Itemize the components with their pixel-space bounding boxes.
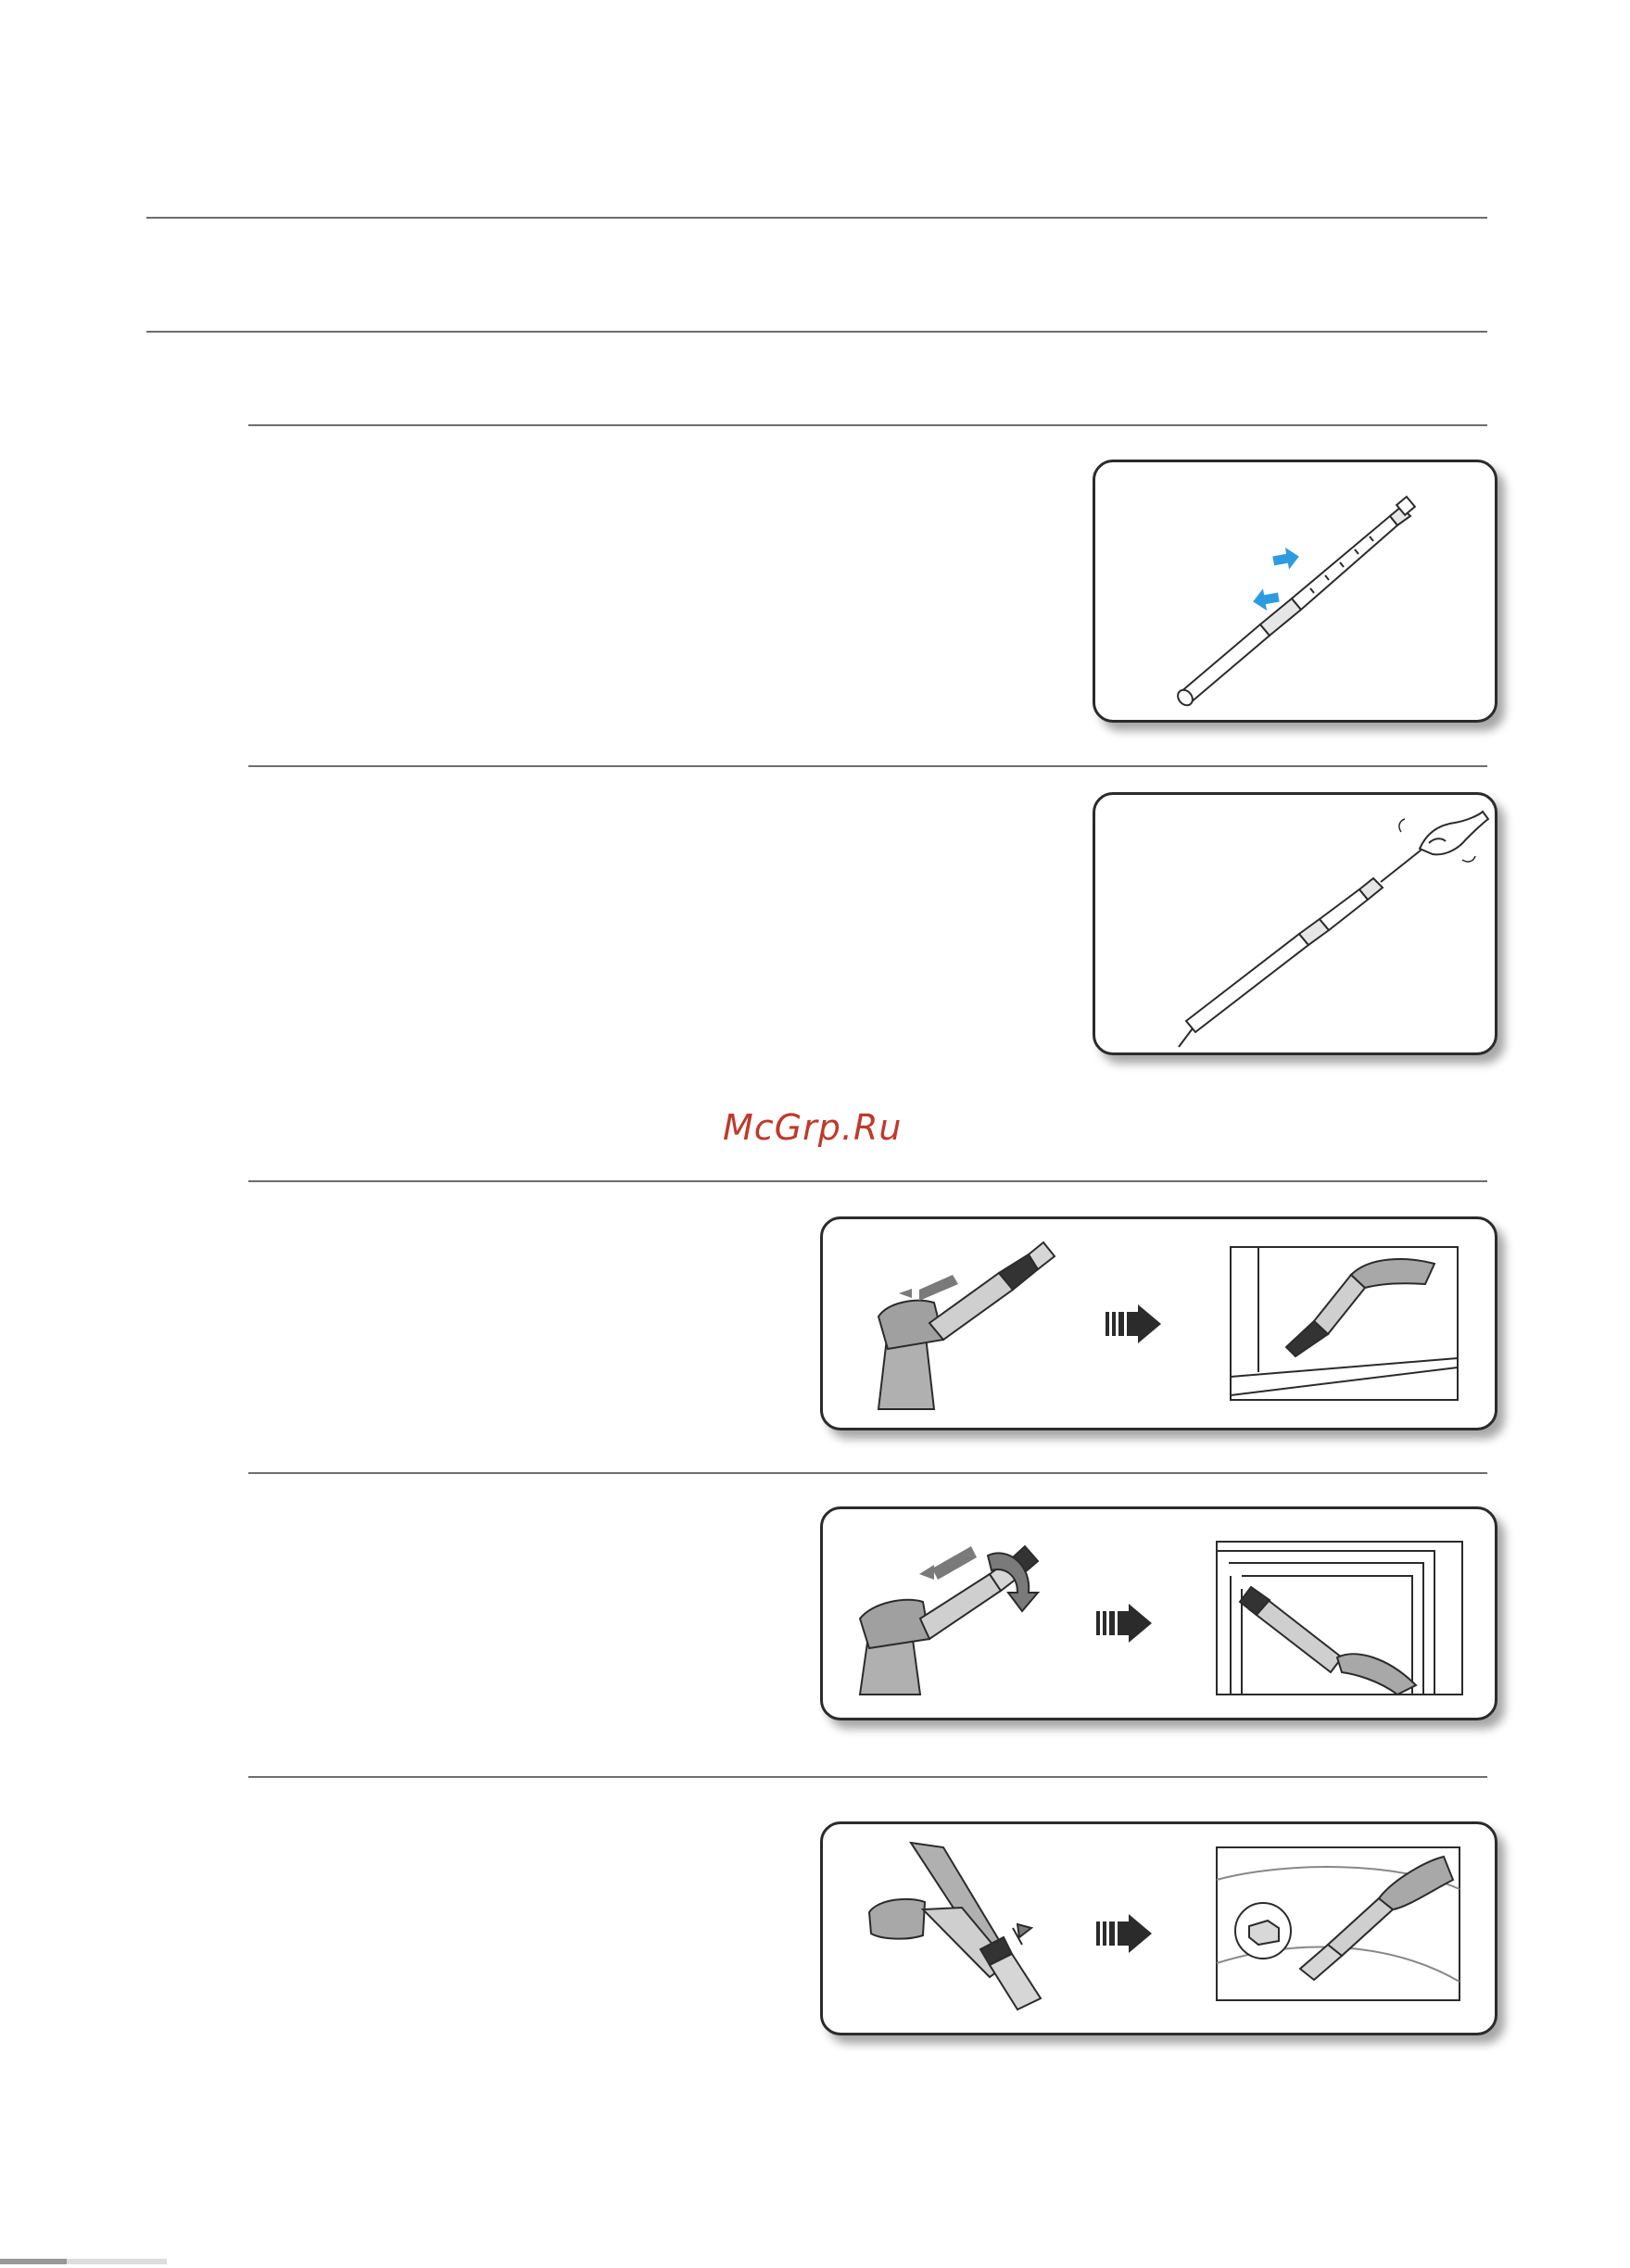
process-arrow-icon [1106,1304,1161,1343]
illustration-pipe-adjust [1093,460,1497,723]
upholstery-tool-icon [869,1843,1041,2010]
watermark-text: McGrp.Ru [723,1107,903,1148]
illustration-crevice-tool [820,1216,1497,1430]
illustration-brush-tool [820,1506,1497,1720]
section-rule-4 [248,1472,1487,1474]
pipe-icon [1095,462,1495,720]
illustration-pipe-clear [1093,792,1497,1055]
header-rule-bottom [146,331,1487,333]
door-frame-icon [1217,1542,1462,1695]
crevice-tool-icon [878,1242,1055,1409]
section-rule-3 [248,1180,1487,1182]
window-corner-icon [1231,1247,1458,1400]
process-arrow-icon [1096,1604,1152,1643]
illustration-upholstery-tool [820,1821,1497,2035]
header-rule-top [146,217,1487,219]
section-rule-5 [248,1776,1487,1778]
page-footer-mark [0,2259,167,2264]
section-rule-1 [248,424,1487,426]
section-rule-2 [248,765,1487,767]
pipe-with-rod-icon [1095,795,1495,1052]
sofa-icon [1217,1847,1459,2000]
hand-icon [1420,812,1488,854]
process-arrow-icon [1096,1914,1152,1953]
